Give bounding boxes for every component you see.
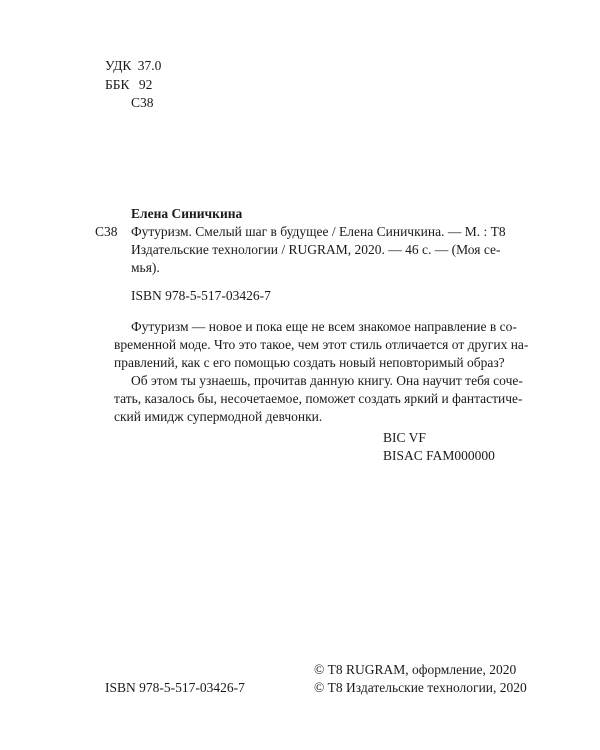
- author-name: Елена Синичкина: [131, 206, 243, 221]
- udk-value: 37.0: [137, 58, 162, 73]
- description-line: Издательские технологии / RUGRAM, 2020. — 46 с. — (Моя се-: [131, 242, 501, 257]
- copyright-publisher: © Т8 Издательские технологии, 2020: [314, 680, 527, 695]
- annotation-line: Об этом ты узнаешь, прочитав данную книгу. Она научит тебя соче-: [131, 373, 523, 388]
- author-mark-record: С38: [95, 224, 118, 239]
- bbk-value: 92: [138, 77, 153, 92]
- udk-label: УДК: [105, 58, 132, 73]
- footer-isbn: ISBN 978-5-517-03426-7: [105, 680, 245, 695]
- description-line: Футуризм. Смелый шаг в будущее / Елена Синичкина. — М. : Т8: [131, 224, 506, 239]
- annotation-line: Футуризм — новое и пока еще не всем знакомое направление в со-: [131, 319, 517, 334]
- bbk-line: [105, 76, 152, 93]
- annotation-line: тать, казалось бы, несочетаемое, поможет создать яркий и фантастиче-: [114, 391, 523, 406]
- description-line: мья).: [131, 260, 160, 275]
- copyright-design: © Т8 RUGRAM, оформление, 2020: [314, 662, 517, 677]
- bbk-label: ББК: [105, 77, 130, 92]
- annotation-line: правлений, как с его помощью создать новый неповторимый образ?: [114, 355, 505, 370]
- annotation-line: временной моде. Что это такое, чем этот стиль отличается от других на-: [114, 337, 529, 352]
- udk-line: [105, 57, 161, 74]
- annotation-line: ский имидж супермодной девчонки.: [114, 409, 323, 424]
- record-isbn: ISBN 978-5-517-03426-7: [131, 288, 271, 303]
- author-mark-top: С38: [131, 95, 154, 110]
- bisac-code: BISAC FAM000000: [383, 448, 495, 463]
- bic-code: BIC VF: [383, 430, 426, 445]
